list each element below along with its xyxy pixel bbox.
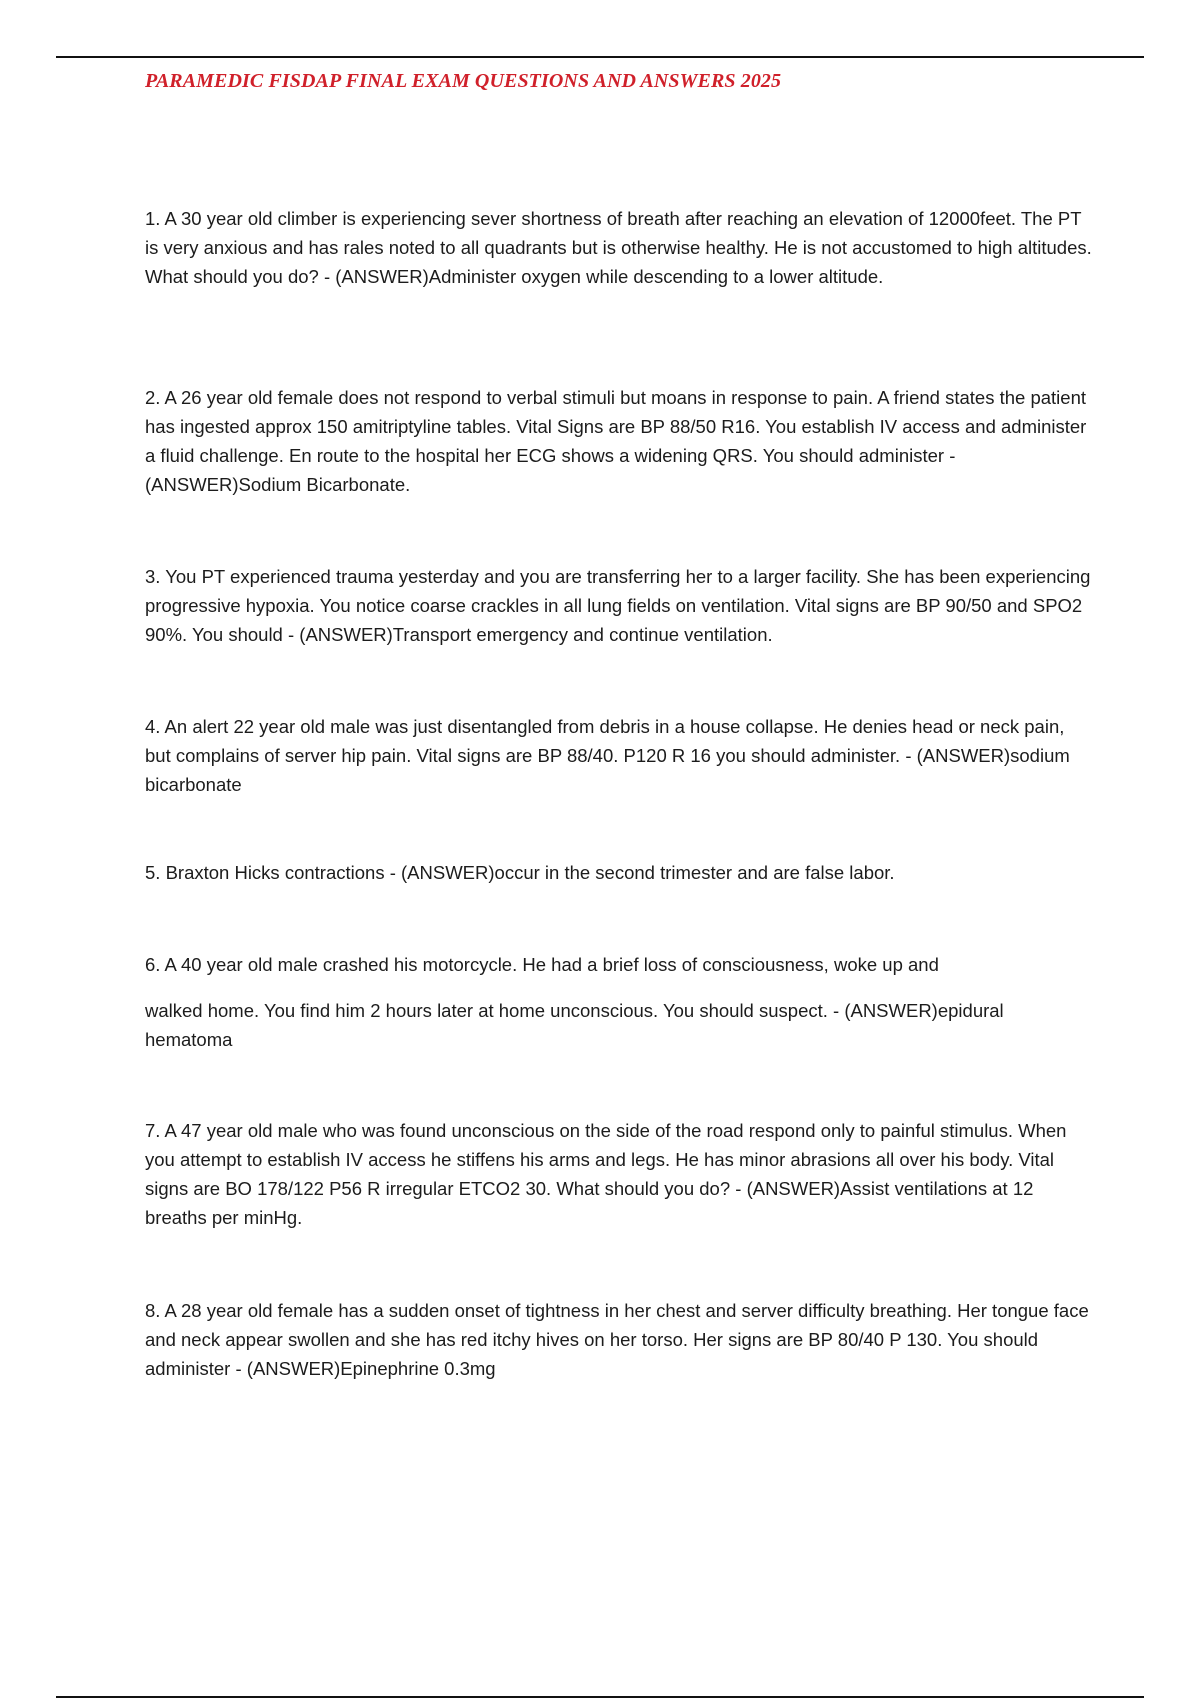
question-4: 4. An alert 22 year old male was just disentangled from debris in a house collapse. He denies head or neck pain, but complains of server hip pain. Vital signs are BP 88/40. P120 R 16 you should administer. - (ANSWER)sodium bicarbonate bbox=[145, 716, 1070, 795]
header-rule bbox=[56, 56, 1144, 58]
footer-rule bbox=[56, 1696, 1144, 1698]
document-title: PARAMEDIC FISDAP FINAL EXAM QUESTIONS AND ANSWERS 2025 bbox=[145, 70, 782, 92]
question-6-line-2: walked home. You find him 2 hours later at home unconscious. You should suspect. - (ANSWER)epidural hematoma bbox=[145, 1000, 1004, 1050]
question-6 bbox=[145, 950, 1095, 1054]
question-6-line-1: 6. A 40 year old male crashed his motorcycle. He had a brief loss of consciousness, woke up and bbox=[145, 954, 939, 975]
question-3: 3. You PT experienced trauma yesterday and you are transferring her to a larger facility. She has been experiencing progressive hypoxia. You notice coarse crackles in all lung fields on ventilation. Vital signs are BP 90/50 and SPO2 90%. You should - (ANSWER)Transport emergency and continue ventilation. bbox=[145, 566, 1091, 645]
question-5: 5. Braxton Hicks contractions - (ANSWER)occur in the second trimester and are false labor. bbox=[145, 862, 895, 883]
question-8: 8. A 28 year old female has a sudden onset of tightness in her chest and server difficulty breathing. Her tongue face and neck appear swollen and she has red itchy hives on her torso. Her signs are BP 80/40 P 130. You should administer - (ANSWER)Epinephrine 0.3mg bbox=[145, 1300, 1089, 1379]
question-1: 1. A 30 year old climber is experiencing sever shortness of breath after reaching an elevation of 12000feet. The PT is very anxious and has rales noted to all quadrants but is otherwise healthy. He is not accustomed to high altitudes. What should you do? - (ANSWER)Administer oxygen while descending to a lower altitude. bbox=[145, 208, 1092, 287]
question-2: 2. A 26 year old female does not respond to verbal stimuli but moans in response to pain. A friend states the patient has ingested approx 150 amitriptyline tables. Vital Signs are BP 88/50 R16. You establish IV access and administer a fluid challenge. En route to the hospital her ECG shows a widening QRS. You should administer - (ANSWER)Sodium Bicarbonate. bbox=[145, 387, 1087, 495]
question-7: 7. A 47 year old male who was found unconscious on the side of the road respond only to painful stimulus. When you attempt to establish IV access he stiffens his arms and legs. He has minor abrasions all over his body. Vital signs are BO 178/122 P56 R irregular ETCO2 30. What should you do? - (ANSWER)Assist ventilations at 12 breaths per minHg. bbox=[145, 1120, 1067, 1228]
